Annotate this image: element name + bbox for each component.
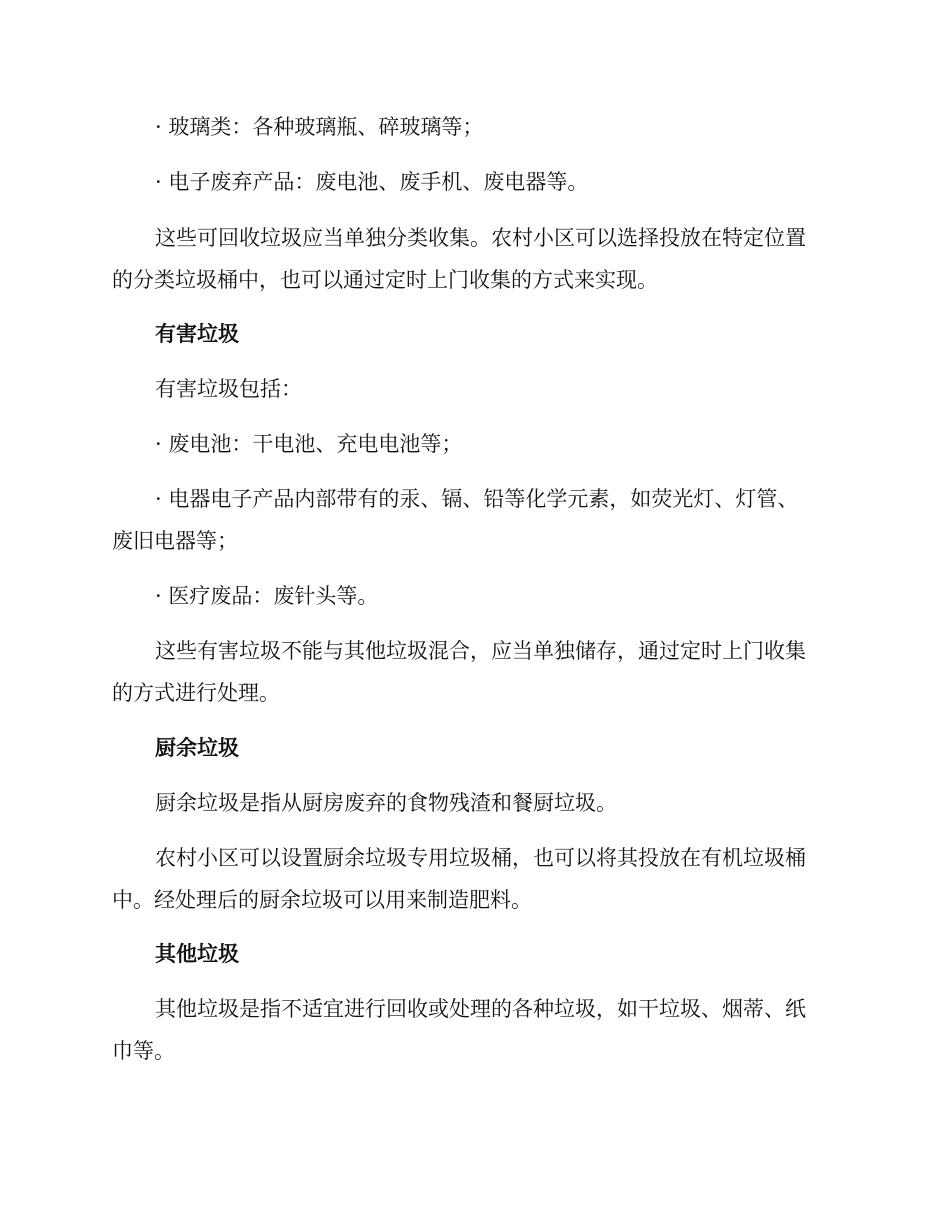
section-heading-other: 其他垃圾 xyxy=(155,942,239,966)
paragraph-recyclables-line2: 的分类垃圾桶中，也可以通过定时上门收集的方式来实现。 xyxy=(112,268,658,292)
paragraph-hazardous-note-line2: 的方式进行处理。 xyxy=(112,681,280,705)
hazardous-intro: 有害垃圾包括： xyxy=(155,377,302,401)
section-heading-hazardous: 有害垃圾 xyxy=(155,322,239,346)
paragraph-kitchen-note-line1: 农村小区可以设置厨余垃圾专用垃圾桶，也可以将其投放在有机垃圾桶 xyxy=(155,846,806,870)
paragraph-other-definition-line2: 巾等。 xyxy=(112,1039,175,1063)
paragraph-kitchen-note-line2: 中。经处理后的厨余垃圾可以用来制造肥料。 xyxy=(112,888,532,912)
section-heading-kitchen: 厨余垃圾 xyxy=(155,736,239,760)
bullet-electronic-waste: · 电子废弃产品：废电池、废手机、废电器等。 xyxy=(155,170,589,194)
bullet-hazardous-medical: · 医疗废品：废针头等。 xyxy=(155,584,379,608)
paragraph-recyclables-line1: 这些可回收垃圾应当单独分类收集。农村小区可以选择投放在特定位置 xyxy=(155,226,806,250)
paragraph-kitchen-definition: 厨余垃圾是指从厨房废弃的食物残渣和餐厨垃圾。 xyxy=(155,791,617,815)
bullet-hazardous-electronics-line2: 废旧电器等； xyxy=(112,529,238,553)
bullet-glass: · 玻璃类：各种玻璃瓶、碎玻璃等； xyxy=(155,115,484,139)
bullet-hazardous-batteries: · 废电池：干电池、充电电池等； xyxy=(155,432,463,456)
paragraph-other-definition-line1: 其他垃圾是指不适宜进行回收或处理的各种垃圾，如干垃圾、烟蒂、纸 xyxy=(155,997,806,1021)
bullet-hazardous-electronics-line1: · 电器电子产品内部带有的汞、镉、铅等化学元素，如荧光灯、灯管、 xyxy=(155,487,799,511)
paragraph-hazardous-note-line1: 这些有害垃圾不能与其他垃圾混合，应当单独储存，通过定时上门收集 xyxy=(155,639,806,663)
